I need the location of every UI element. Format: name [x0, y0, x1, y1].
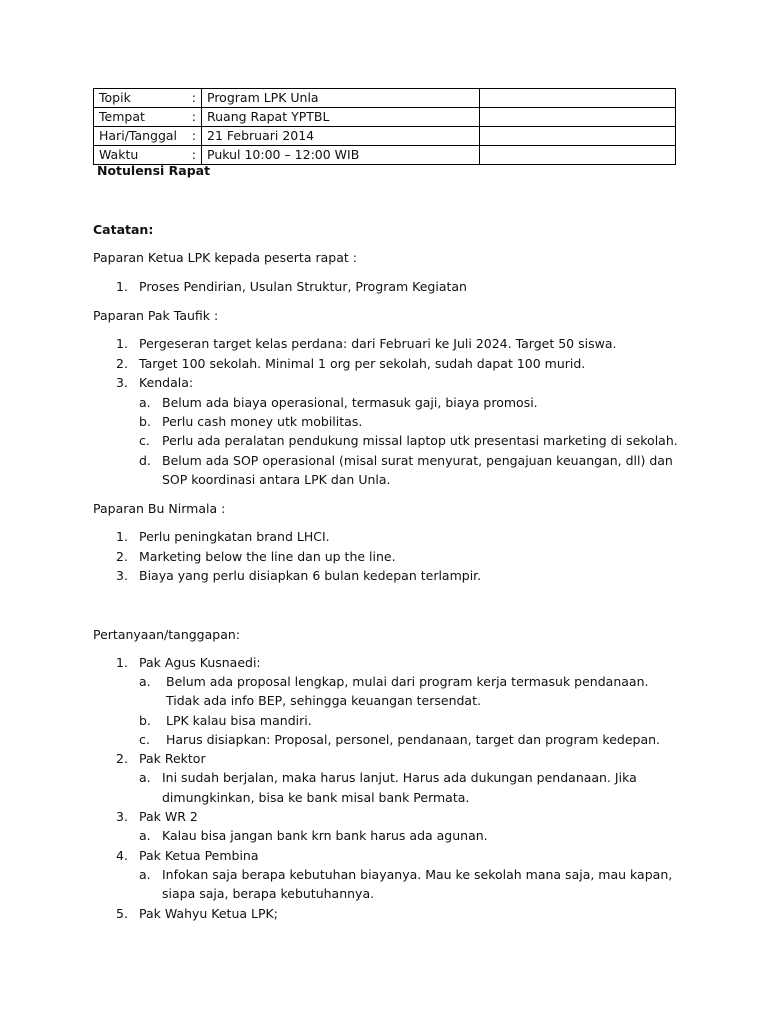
sublist-item: Ini sudah berjalan, maka harus lanjut. Harus ada dukungan pendanaan. Jika: [162, 770, 637, 785]
row-colon: :: [191, 90, 196, 105]
list-number: 5.: [116, 906, 128, 921]
row-colon: :: [191, 109, 196, 124]
list-item: Pak Agus Kusnaedi:: [139, 655, 261, 670]
sublist-item: Harus disiapkan: Proposal, personel, pendanaan, target dan program kedepan.: [166, 732, 660, 747]
sublist-letter: c.: [139, 433, 150, 448]
table-empty-cell: [480, 146, 676, 165]
sublist-letter: b.: [139, 713, 151, 728]
table-empty-cell: [480, 89, 676, 108]
section-heading: Paparan Ketua LPK kepada peserta rapat :: [93, 250, 357, 265]
sublist-item: Belum ada proposal lengkap, mulai dari program kerja termasuk pendanaan.: [166, 674, 649, 689]
table-value-cell: Pukul 10:00 – 12:00 WIB: [202, 146, 480, 165]
list-item: Biaya yang perlu disiapkan 6 bulan kedepan terlampir.: [139, 568, 482, 583]
list-number: 3.: [116, 375, 128, 390]
sublist-letter: a.: [139, 395, 151, 410]
table-value-cell: Ruang Rapat YPTBL: [202, 108, 480, 127]
list-item: Pak Ketua Pembina: [139, 848, 259, 863]
list-number: 3.: [116, 809, 128, 824]
row-label: Tempat: [99, 109, 145, 124]
sublist-letter: a.: [139, 770, 151, 785]
sublist-item: Perlu ada peralatan pendukung missal laptop utk presentasi marketing di sekolah.: [162, 433, 678, 448]
sublist-letter: d.: [139, 453, 151, 468]
section-heading: Paparan Bu Nirmala :: [93, 501, 226, 516]
document-title: Notulensi Rapat: [97, 163, 211, 178]
sublist-item-continuation: Tidak ada info BEP, sehingga keuangan tersendat.: [166, 693, 481, 708]
list-number: 2.: [116, 356, 128, 371]
sublist-letter: a.: [139, 828, 151, 843]
sublist-item: Belum ada SOP operasional (misal surat menyurat, pengajuan keuangan, dll) dan: [162, 453, 673, 468]
sublist-item: Kalau bisa jangan bank krn bank harus ada agunan.: [162, 828, 488, 843]
row-colon: :: [191, 147, 196, 162]
list-item: Pak Rektor: [139, 751, 206, 766]
sublist-letter: b.: [139, 414, 151, 429]
table-value-cell: Program LPK Unla: [202, 89, 480, 108]
list-item: Pak WR 2: [139, 809, 198, 824]
list-item: Target 100 sekolah. Minimal 1 org per sekolah, sudah dapat 100 murid.: [139, 356, 586, 371]
row-label: Hari/Tanggal: [99, 128, 178, 143]
list-number: 2.: [116, 549, 128, 564]
sublist-item-continuation: siapa saja, berapa kebutuhannya.: [162, 886, 375, 901]
table-label-cell: [94, 127, 202, 146]
sublist-item: Perlu cash money utk mobilitas.: [162, 414, 363, 429]
section-heading: Paparan Pak Taufik :: [93, 308, 219, 323]
sublist-item: Infokan saja berapa kebutuhan biayanya. Mau ke sekolah mana saja, mau kapan,: [162, 867, 673, 882]
list-item: Pergeseran target kelas perdana: dari Februari ke Juli 2024. Target 50 siswa.: [139, 336, 617, 351]
sublist-item: Belum ada biaya operasional, termasuk gaji, biaya promosi.: [162, 395, 538, 410]
list-item: Kendala:: [139, 375, 194, 390]
table-label-cell: [94, 89, 202, 108]
table-value-cell: 21 Februari 2014: [202, 127, 480, 146]
meeting-info-table: [93, 88, 676, 165]
list-item: Perlu peningkatan brand LHCI.: [139, 529, 330, 544]
list-item: Marketing below the line dan up the line.: [139, 549, 396, 564]
list-number: 1.: [116, 529, 128, 544]
sublist-letter: c.: [139, 732, 150, 747]
table-row: [94, 108, 676, 127]
table-empty-cell: [480, 108, 676, 127]
table-row: [94, 127, 676, 146]
row-label: Topik: [99, 90, 131, 105]
table-row: [94, 89, 676, 108]
table-label-cell: [94, 108, 202, 127]
sublist-letter: a.: [139, 867, 151, 882]
row-label: Waktu: [99, 147, 139, 162]
list-number: 4.: [116, 848, 128, 863]
list-number: 2.: [116, 751, 128, 766]
list-item: Proses Pendirian, Usulan Struktur, Program Kegiatan: [139, 279, 467, 294]
row-colon: :: [191, 128, 196, 143]
notes-heading: Catatan:: [93, 222, 154, 237]
list-number: 1.: [116, 655, 128, 670]
list-item: Pak Wahyu Ketua LPK;: [139, 906, 278, 921]
sublist-letter: a.: [139, 674, 151, 689]
section-heading: Pertanyaan/tanggapan:: [93, 627, 240, 642]
table-empty-cell: [480, 127, 676, 146]
list-number: 1.: [116, 336, 128, 351]
list-number: 1.: [116, 279, 128, 294]
sublist-item-continuation: SOP koordinasi antara LPK dan Unla.: [162, 472, 391, 487]
sublist-item: LPK kalau bisa mandiri.: [166, 713, 312, 728]
list-number: 3.: [116, 568, 128, 583]
sublist-item-continuation: dimungkinkan, bisa ke bank misal bank Permata.: [162, 790, 470, 805]
